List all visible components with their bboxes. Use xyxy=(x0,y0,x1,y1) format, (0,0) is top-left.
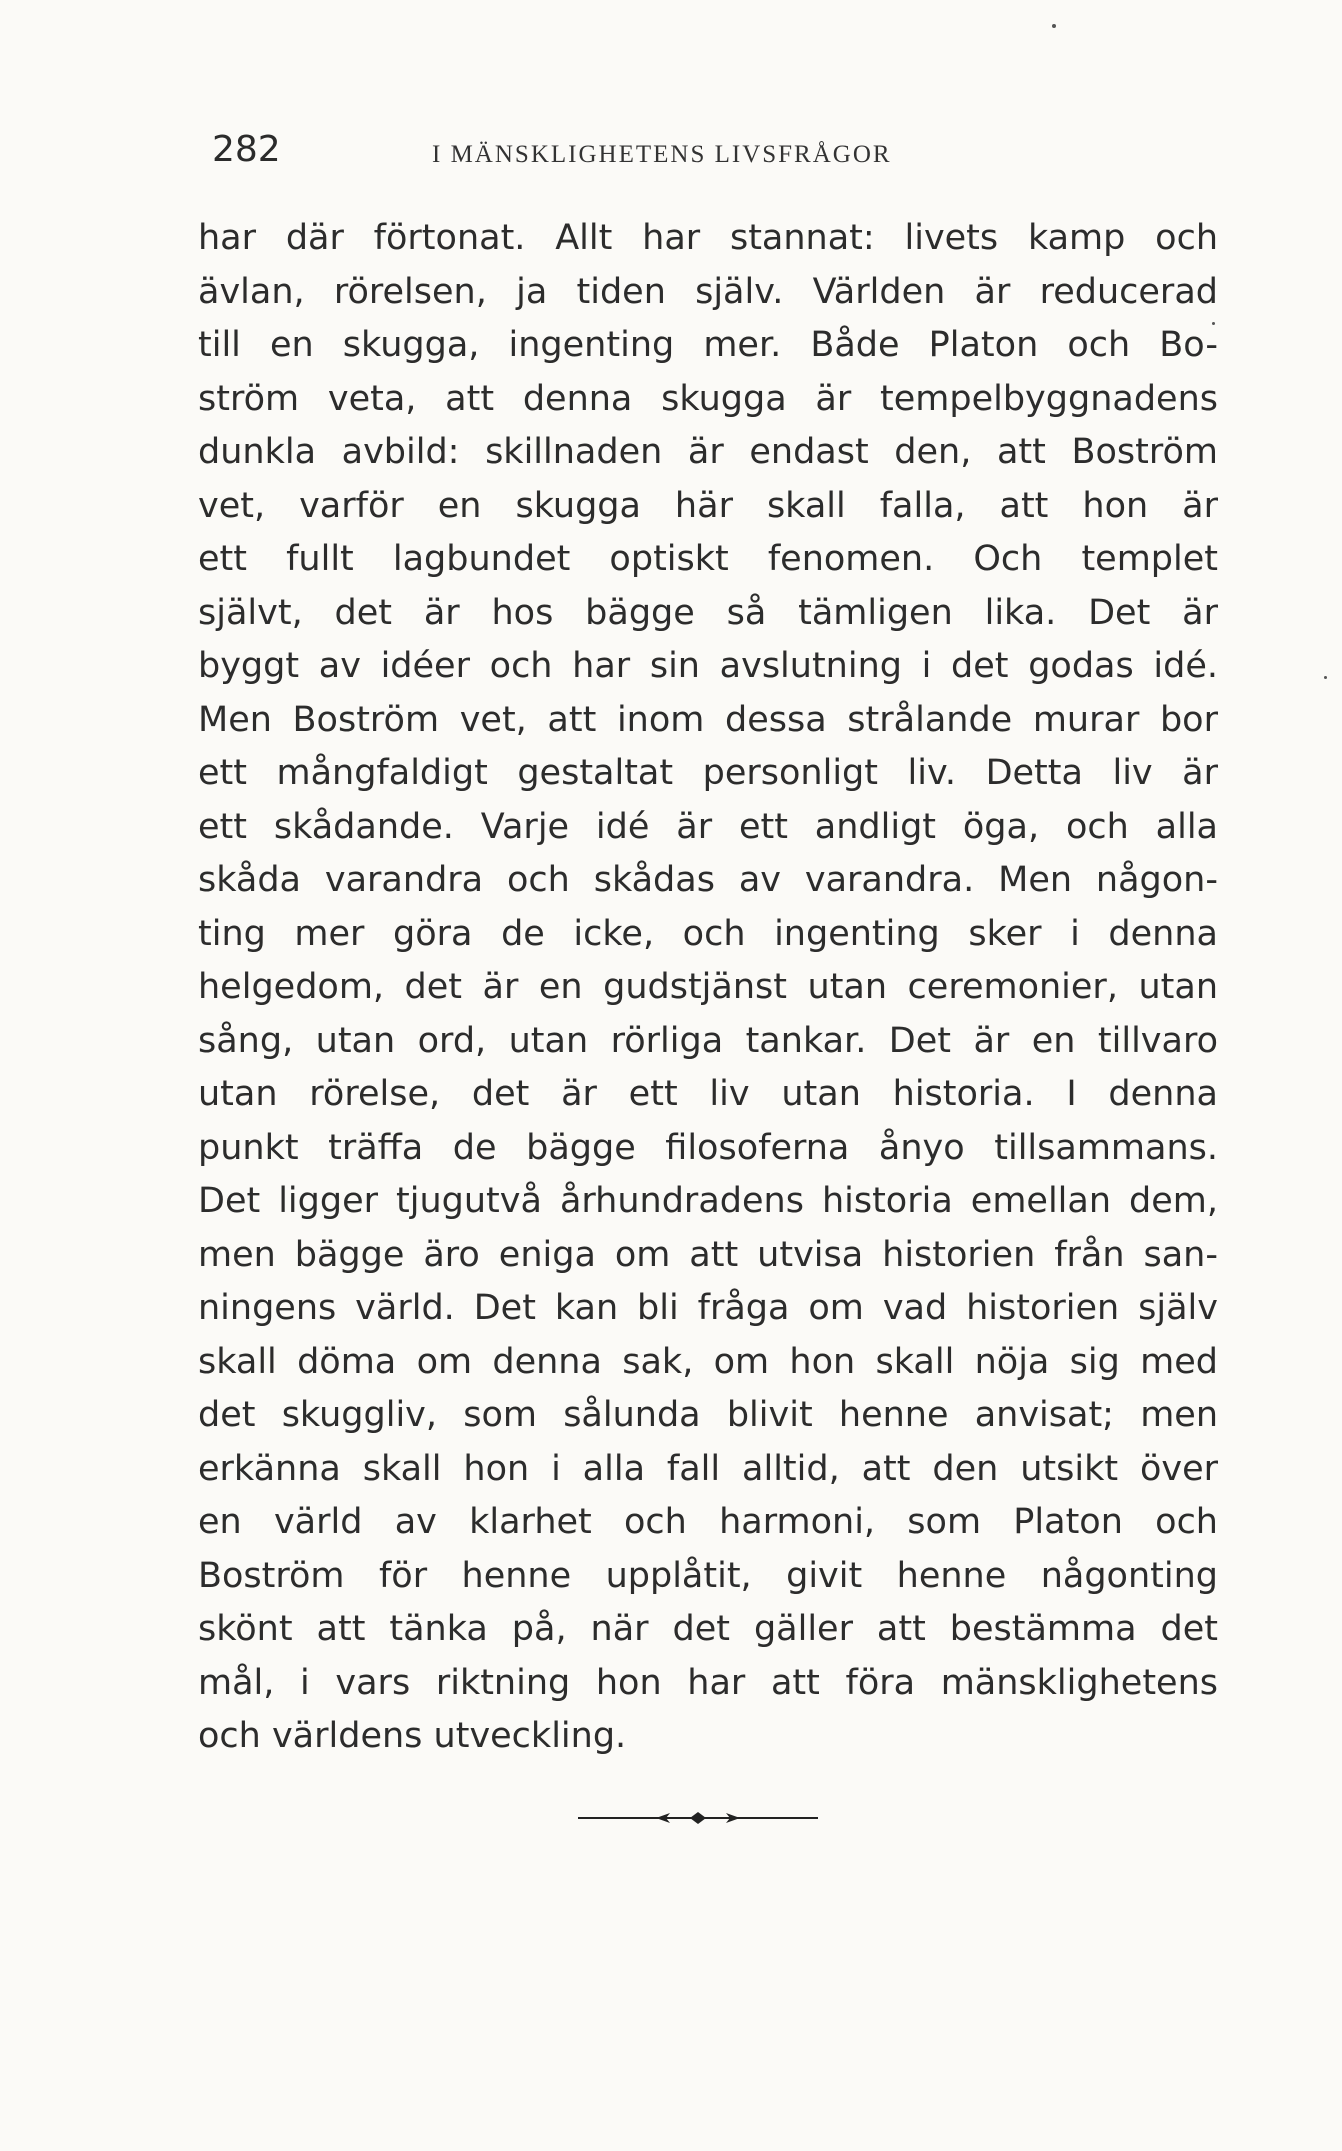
text-line: det skuggliv, som sålunda blivit henne anvisat; men xyxy=(198,1395,1218,1435)
text-line: men bägge äro eniga om att utvisa historien från san- xyxy=(198,1234,1218,1275)
text-line: Det ligger tjugutvå århundradens historia emellan dem, xyxy=(198,1181,1218,1221)
page-number: 282 xyxy=(212,129,281,170)
running-head: I MÄNSKLIGHETENS LIVSFRÅGOR xyxy=(432,141,892,168)
text-line: skönt att tänka på, när det gäller att bestämma det xyxy=(198,1609,1218,1649)
text-line: ett mångfaldigt gestaltat personligt liv. Detta liv är xyxy=(198,753,1218,793)
text-line: mål, i vars riktning hon har att föra mänsklighetens xyxy=(198,1662,1218,1703)
text-line: självt, det är hos bägge så tämligen lika. Det är xyxy=(198,592,1218,633)
text-line: utan rörelse, det är ett liv utan historia. I denna xyxy=(198,1074,1218,1114)
text-line: sång, utan ord, utan rörliga tankar. Det är en tillvaro xyxy=(198,1020,1218,1061)
text-line: byggt av idéer och har sin avslutning i det godas idé. xyxy=(198,646,1218,686)
text-line: ström veta, att denna skugga är tempelbyggnadens xyxy=(198,378,1218,419)
paper-speck xyxy=(1052,24,1056,28)
body-text xyxy=(198,212,1218,1764)
text-line: har där förtonat. Allt har stannat: livets kamp och xyxy=(198,218,1218,258)
text-line: ett skådande. Varje idé är ett andligt öga, och alla xyxy=(198,806,1218,847)
text-line: ting mer göra de icke, och ingenting sker i denna xyxy=(198,913,1218,954)
text-line: en värld av klarhet och harmoni, som Platon och xyxy=(198,1502,1218,1542)
paper-speck xyxy=(1324,676,1327,679)
text-line: erkänna skall hon i alla fall alltid, att den utsikt över xyxy=(198,1448,1218,1489)
text-line: till en skugga, ingenting mer. Både Platon och Bo- xyxy=(198,325,1218,365)
text-line: helgedom, det är en gudstjänst utan ceremonier, utan xyxy=(198,967,1218,1007)
text-line: Men Boström vet, att inom dessa strålande murar bor xyxy=(198,699,1218,740)
text-line: punkt träffa de bägge filosoferna ånyo tillsammans. xyxy=(198,1127,1218,1168)
text-line-last: och världens utveckling. xyxy=(198,1716,627,1756)
text-line: skall döma om denna sak, om hon skall nöja sig med xyxy=(198,1341,1218,1382)
text-line: ningens värld. Det kan bli fråga om vad historien själv xyxy=(198,1288,1218,1328)
text-line: skåda varandra och skådas av varandra. Men någon- xyxy=(198,860,1218,900)
text-line: vet, varför en skugga här skall falla, att hon är xyxy=(198,485,1218,526)
rule-ornament-icon xyxy=(578,1810,818,1826)
text-line: Boström för henne upplåtit, givit henne någonting xyxy=(198,1555,1218,1596)
text-line: dunkla avbild: skillnaden är endast den, att Boström xyxy=(198,432,1218,472)
text-line: ett fullt lagbundet optiskt fenomen. Och templet xyxy=(198,539,1218,579)
text-line: ävlan, rörelsen, ja tiden själv. Världen är reducerad xyxy=(198,271,1218,312)
paper-speck xyxy=(1212,322,1215,325)
page-header xyxy=(212,128,1222,178)
